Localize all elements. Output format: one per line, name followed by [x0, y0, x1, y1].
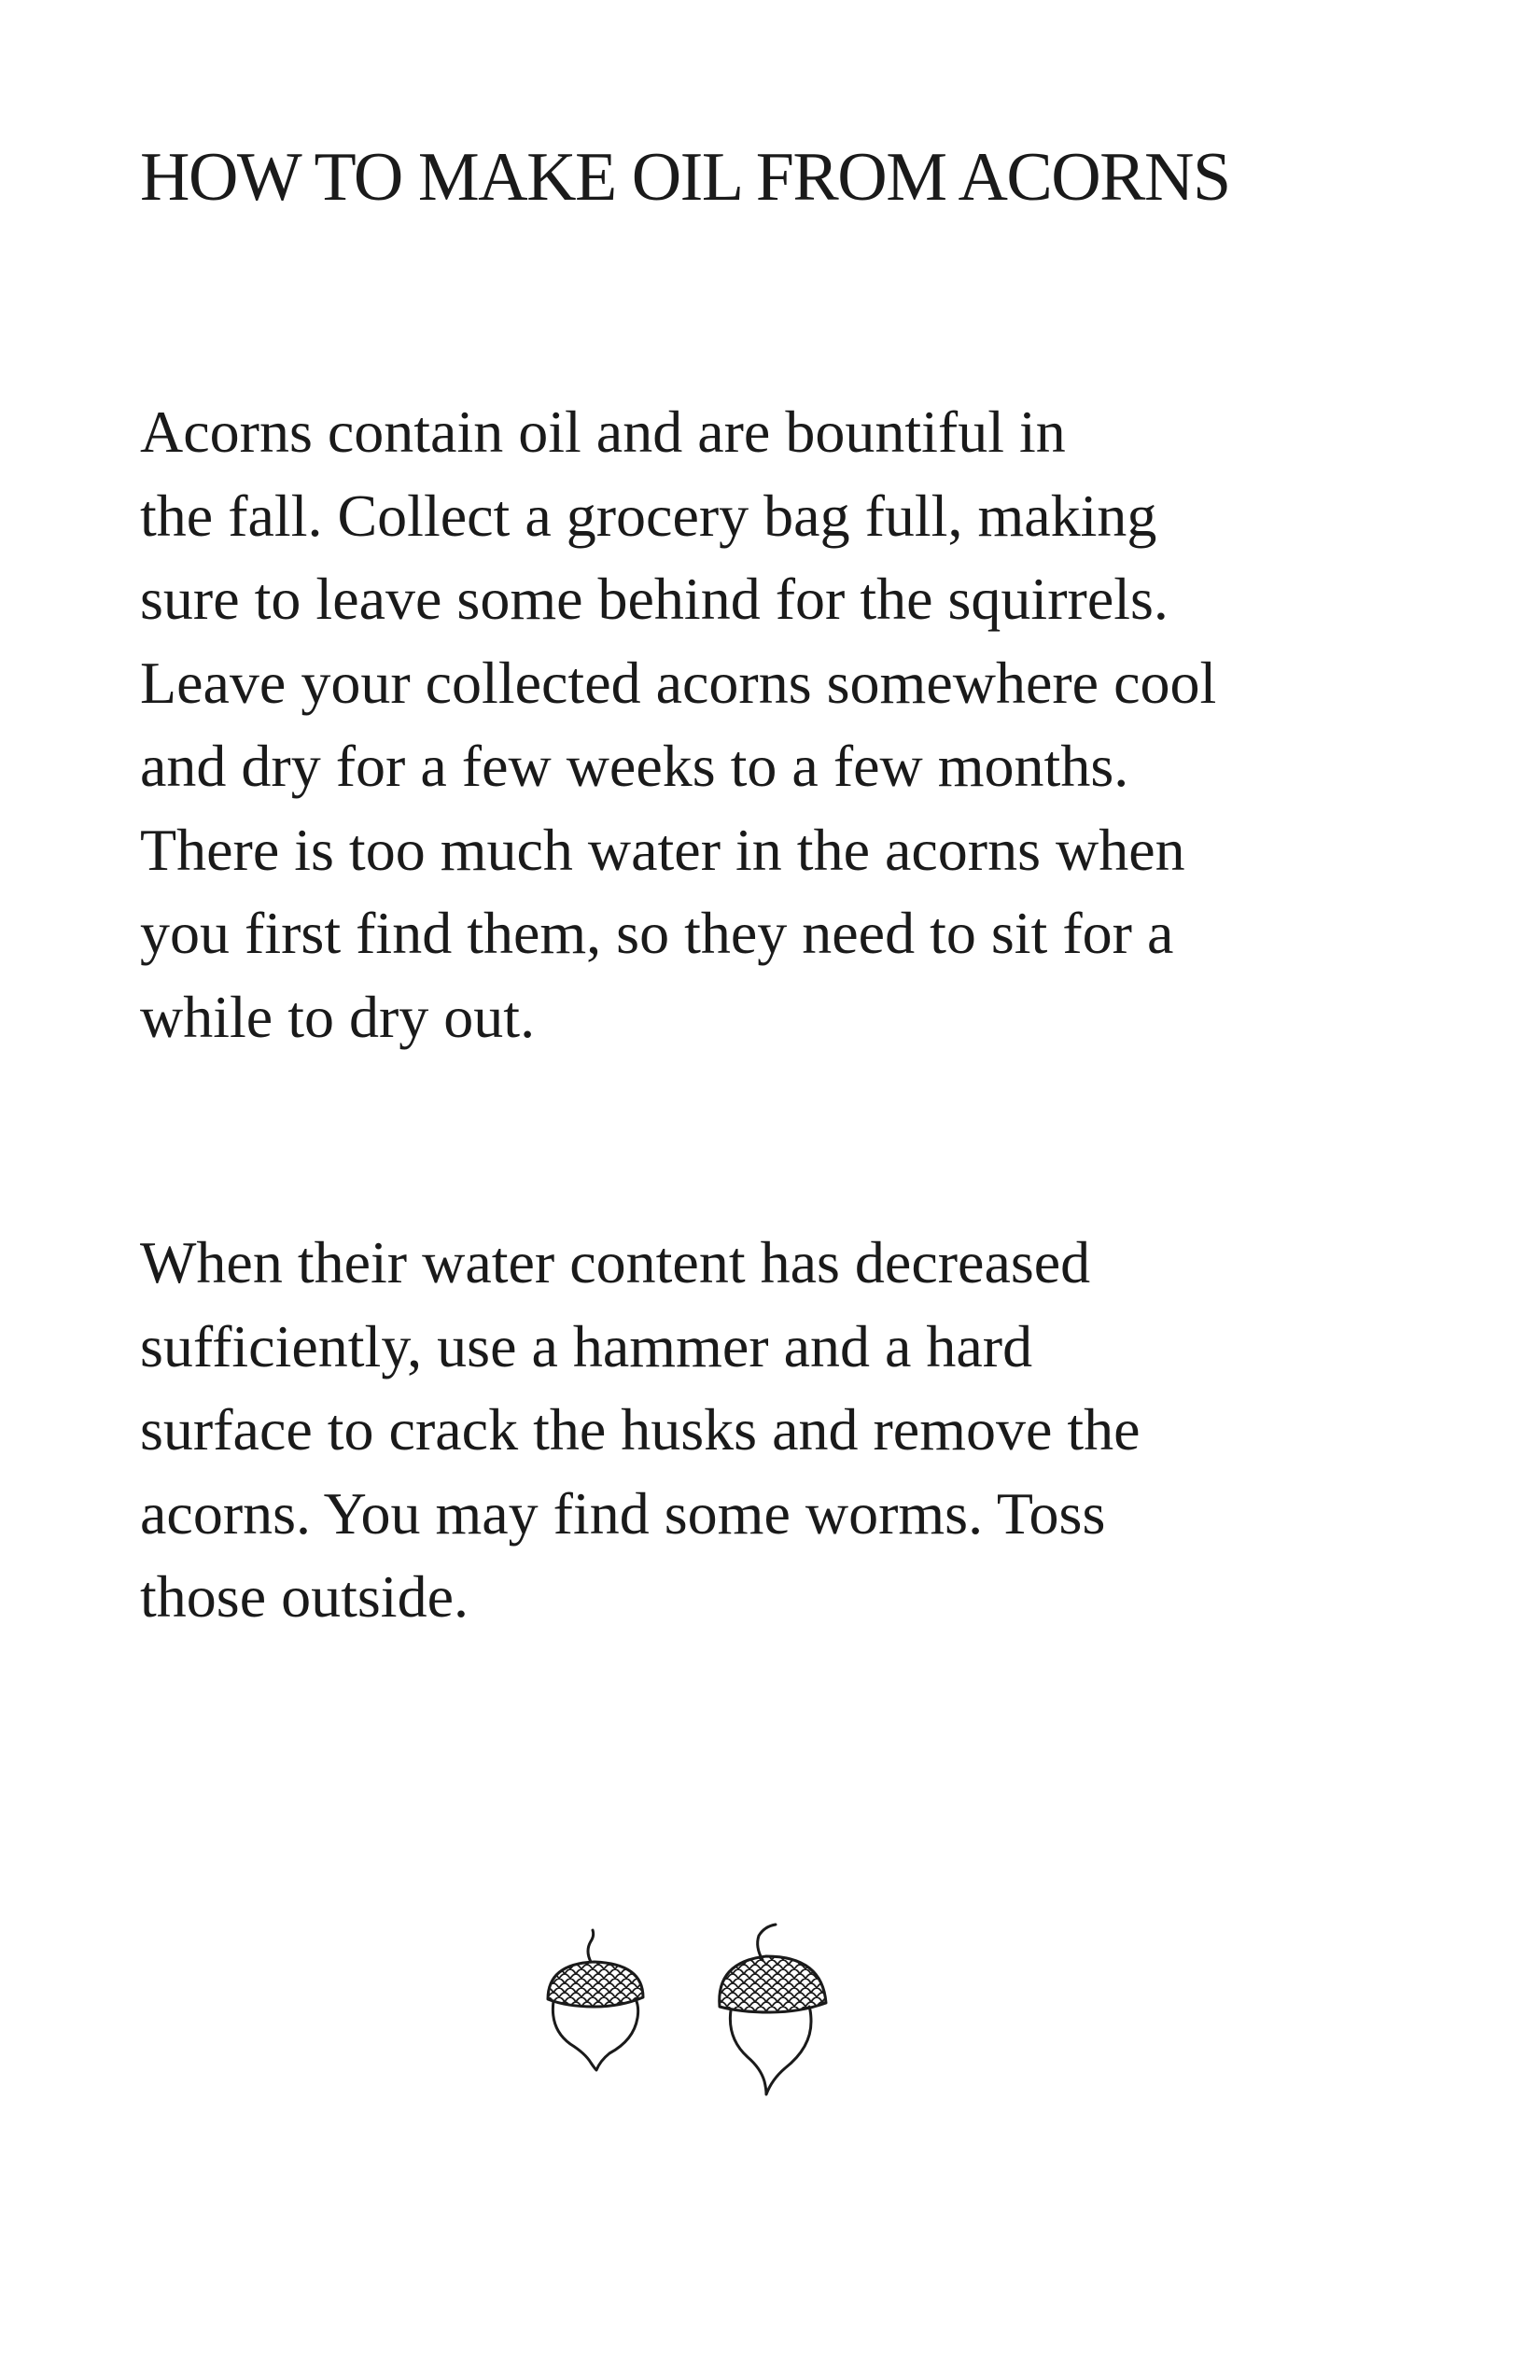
- paragraph-line: and dry for a few weeks to a few months.: [140, 733, 1129, 799]
- acorn-right-icon: [720, 1925, 826, 2094]
- paragraph-2: [140, 1221, 1447, 1639]
- paragraph-1: [140, 390, 1447, 1058]
- acorn-illustration: [537, 1904, 873, 2128]
- paragraph-line: sure to leave some behind for the squirrels.: [140, 566, 1169, 632]
- paragraph-line: Leave your collected acorns somewhere cool: [140, 649, 1217, 716]
- paragraph-line: Acorns contain oil and are bountiful in: [140, 399, 1066, 465]
- paragraph-line: you first find them, so they need to sit for a: [140, 900, 1174, 966]
- paragraph-line: the fall. Collect a grocery bag full, making: [140, 482, 1157, 549]
- paragraph-line: surface to crack the husks and remove the: [140, 1396, 1141, 1463]
- paragraph-line: while to dry out.: [140, 983, 536, 1050]
- acorn-left-icon: [548, 1930, 643, 2070]
- page-title: HOW TO MAKE OIL FROM ACORNS: [140, 139, 1230, 216]
- paragraph-line: sufficiently, use a hammer and a hard: [140, 1312, 1033, 1379]
- paragraph-line: There is too much water in the acorns when: [140, 816, 1185, 883]
- paragraph-line: acorns. You may find some worms. Toss: [140, 1479, 1106, 1547]
- paragraph-line: those outside.: [140, 1563, 469, 1630]
- paragraph-line: When their water content has decreased: [140, 1229, 1091, 1295]
